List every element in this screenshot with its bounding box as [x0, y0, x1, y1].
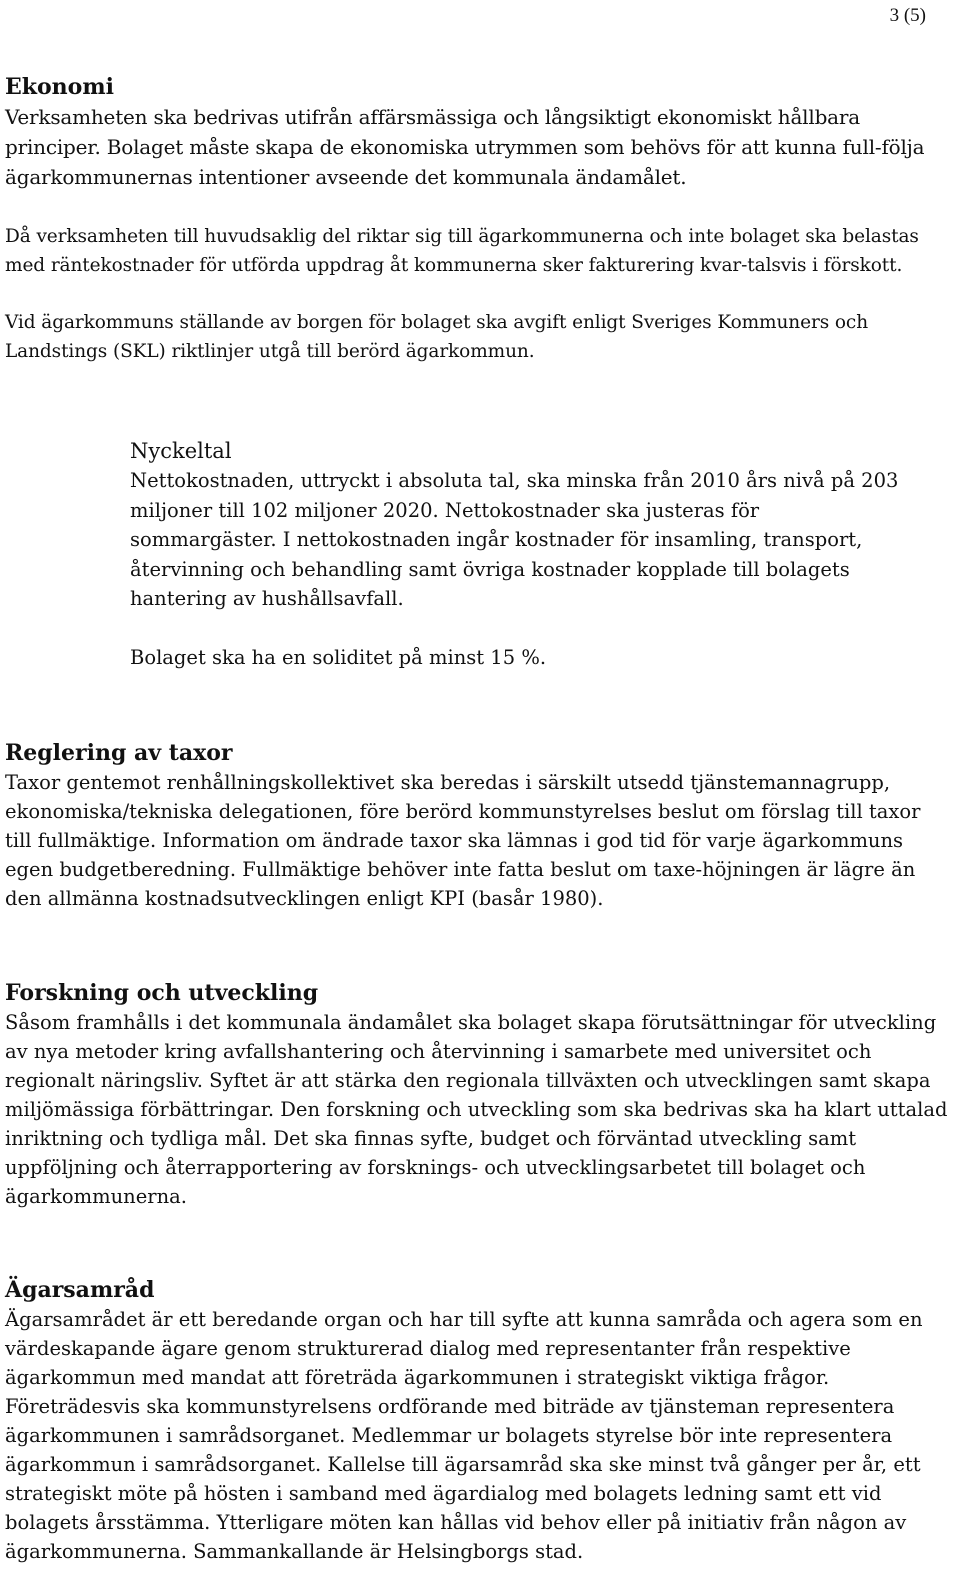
section-agarsamrad [5, 1275, 950, 1566]
nyckeltal-paragraph-2: Bolaget ska ha en soliditet på minst 15 %. [130, 645, 547, 669]
section-reglering-av-taxor [5, 738, 950, 913]
section-heading-forskning: Forskning och utveckling [5, 980, 319, 1006]
section-nyckeltal [130, 436, 910, 672]
ekonomi-paragraph-1: Verksamheten ska bedrivas utifrån affärsmässiga och långsiktigt ekonomiskt hållbara principer. Bolaget måste skapa de ekonomiska utrymmen som behövs för att kunna full-följa ägarkommunernas intentioner avseende det kommunala ändamålet. [5, 105, 925, 189]
section-heading-ekonomi: Ekonomi [5, 74, 114, 100]
section-forskning-och-utveckling [5, 978, 950, 1211]
nyckeltal-paragraph-1: Nettokostnaden, uttryckt i absoluta tal, ska minska från 2010 års nivå på 203 miljoner till 102 miljoner 2020. Nettokostnader ska justeras för sommargäster. I nettokostnaden ingår kostnader för insamling, transport, återvinning och behandling samt övriga kostnader kopplade till bolagets hantering av hushållsavfall. [130, 469, 899, 610]
reglering-paragraph: Taxor gentemot renhållningskollektivet ska beredas i särskilt utsedd tjänstemannagrupp, ekonomiska/tekniska delegationen, före berörd kommunstyrelses beslut om förslag till taxor till fullmäktige. Information om ändrade taxor ska lämnas i god tid för varje ägarkommuns egen budgetberedning. Fullmäktige behöver inte fatta beslut om taxe-höjningen är lägre än den allmänna kostnadsutvecklingen enligt KPI (basår 1980). [5, 771, 921, 910]
ekonomi-paragraph-2: Då verksamheten till huvudsaklig del riktar sig till ägarkommunerna och inte bolaget ska belastas med räntekostnader för utförda uppdrag åt kommunerna sker fakturering kvar-talsvis i förskott. [5, 226, 919, 276]
forskning-paragraph: Såsom framhålls i det kommunala ändamålet ska bolaget skapa förutsättningar för utveckling av nya metoder kring avfallshantering och återvinning i samarbete med universitet och regionalt näringsliv. Syftet är att stärka den regionala tillväxten och utvecklingen samt skapa miljömässiga förbättringar. Den forskning och utveckling som ska bedrivas ska ha klart uttalad inriktning och tydliga mål. Det ska finnas syfte, budget och förväntad utveckling samt uppföljning och återrapportering av forsknings- och utvecklingsarbetet till bolaget och ägarkommunerna. [5, 1011, 948, 1208]
section-heading-reglering: Reglering av taxor [5, 740, 233, 766]
document-body [5, 72, 950, 1566]
page-number: 3 (5) [889, 5, 926, 26]
section-ekonomi [5, 72, 950, 366]
section-heading-nyckeltal: Nyckeltal [130, 439, 232, 463]
section-heading-agarsamrad: Ägarsamråd [5, 1277, 155, 1303]
agarsamrad-paragraph: Ägarsamrådet är ett beredande organ och har till syfte att kunna samråda och agera som en värdeskapande ägare genom strukturerad dialog med representanter från respektive ägarkommun med mandat att företräda ägarkommunen i strategiskt viktiga frågor. Företrädesvis ska kommunstyrelsens ordförande med biträde av tjänsteman representera ägarkommunen i samrådsorganet. Medlemmar ur bolagets styrelse bör inte representera ägarkommun i samrådsorganet. Kallelse till ägarsamråd ska ske minst två gånger per år, ett strategiskt möte på hösten i samband med ägardialog med bolagets ledning samt ett vid bolagets årsstämma. Ytterligare möten kan hållas vid behov eller på initiativ från någon av ägarkommunerna. Sammankallande är Helsingborgs stad. [5, 1308, 923, 1563]
ekonomi-paragraph-3: Vid ägarkommuns ställande av borgen för bolaget ska avgift enligt Sveriges Kommuners och Landstings (SKL) riktlinjer utgå till berörd ägarkommun. [5, 312, 869, 362]
